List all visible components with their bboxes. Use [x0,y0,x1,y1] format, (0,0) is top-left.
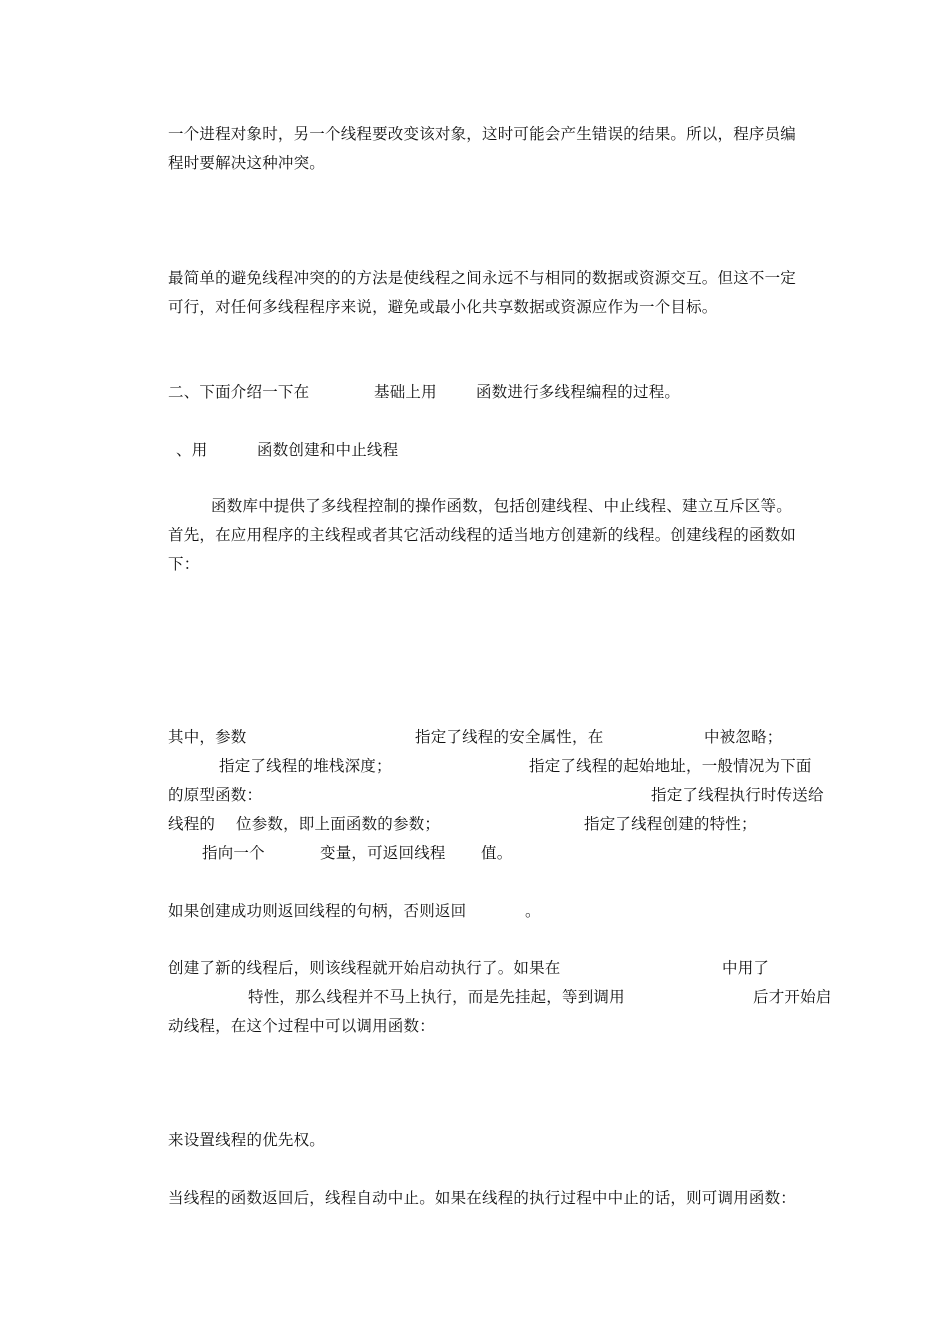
paragraph-3-line-3: 下： [168,555,200,573]
params-line-3-part-1: 的原型函数： [168,786,263,804]
paragraph-3-line-2: 首先，在应用程序的主线程或者其它活动线程的适当地方创建新的线程。创建线程的函数如 [168,526,797,544]
terminate-line: 当线程的函数返回后，线程自动中止。如果在线程的执行过程中中止的话，则可调用函数： [168,1189,797,1207]
params-line-4-part-1: 线程的 [168,815,216,833]
params-line-5-part-2: 变量，可返回线程 [320,844,446,862]
return-note-part-1: 如果创建成功则返回线程的句柄，否则返回 [168,902,467,920]
params-line-4-part-2: 位参数，即上面函数的参数； [236,815,441,833]
params-line-4-part-3: 指定了线程创建的特性； [584,815,757,833]
suspend-para-line-2-part-2: 后才开始启 [753,988,832,1006]
params-line-1-part-2: 指定了线程的安全属性，在 [415,728,604,746]
suspend-para-line-1-part-2: 中用了 [722,959,770,977]
params-line-5-part-3: 值。 [481,844,513,862]
return-note-part-2: 。 [525,902,541,920]
paragraph-2-line-2: 可行，对任何多线程程序来说，避免或最小化共享数据或资源应作为一个目标。 [168,298,718,316]
paragraph-3-line-1: 函数库中提供了多线程控制的操作函数，包括创建线程、中止线程、建立互斥区等。 [211,497,792,515]
suspend-para-line-2-part-1: 特性，那么线程并不马上执行，而是先挂起，等到调用 [248,988,625,1006]
params-line-1-part-1: 其中，参数 [168,728,247,746]
paragraph-1-line-2: 程时要解决这种冲突。 [168,154,326,172]
suspend-para-line-3: 动线程，在这个过程中可以调用函数： [168,1017,435,1035]
section-heading-part-1: 二、下面介绍一下在 [168,383,310,401]
suspend-para-line-1-part-1: 创建了新的线程后，则该线程就开始启动执行了。如果在 [168,959,561,977]
params-line-2-part-2: 指定了线程的起始地址，一般情况为下面 [529,757,812,775]
section-heading-part-2: 基础上用 [374,383,437,401]
subheading-part-2: 函数创建和中止线程 [257,441,399,459]
priority-line: 来设置线程的优先权。 [168,1131,326,1149]
paragraph-1-line-1: 一个进程对象时，另一个线程要改变该对象，这时可能会产生错误的结果。所以，程序员编 [168,125,797,143]
params-line-3-part-2: 指定了线程执行时传送给 [651,786,824,804]
paragraph-2-line-1: 最简单的避免线程冲突的的方法是使线程之间永远不与相同的数据或资源交互。但这不一定 [168,269,797,287]
params-line-5-part-1: 指向一个 [202,844,265,862]
section-heading-part-3: 函数进行多线程编程的过程。 [476,383,681,401]
subheading-part-1: 、用 [176,441,208,459]
params-line-2-part-1: 指定了线程的堆栈深度； [219,757,392,775]
params-line-1-part-3: 中被忽略； [704,728,783,746]
